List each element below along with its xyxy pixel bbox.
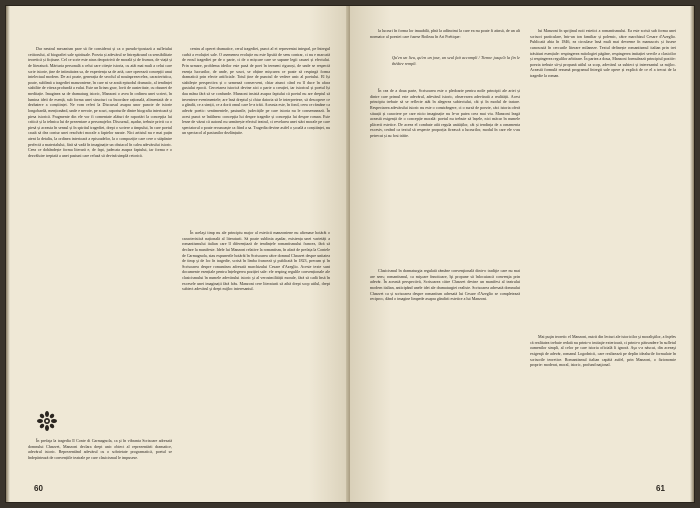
paragraph: În acelaşi timp nu ale principiu major al esteticii manzoniene nu afirmase hotărât o caracteristică națională al literaturii. Să poate sublinia aşadar, existența unei varietăți a romantismului italian care îl diferențiază de tendințele romantismului francez, fără să declare la manifeste. Idele lui Manzoni relative la romantism, în afară de prefața la Contele de Carmagnola, stau expunerile hotărât în Scrisoarea către domnul Chauvet despre unitatea de timp şi de loc în tragedie, scrisă în limba franceză şi publicată în 1823, precum şi în Scrisoarea despre romantism adresată marchizului Cesare d'Azeglio. Aceste texte sunt documente esențiale pentru înțelegerea poziției sale: ele resping regulile convenționale ale clasicismului în numele adevărului istoric şi al verosimilității morale, fără să cadă însă în excesele unei imaginații fără frâu. Manzoni cere literaturii să aibă drept scop utilul, drept subiect adevărul şi drept mijloc interesantul. [182,230,330,292]
right-page [350,6,694,502]
page-edge [690,6,694,502]
paragraph: În prefaţa la tragedia Il Conte di Carmagnola, ca şi în vibranta Scrisoare adresată domnului Chauvet, Manzoni declara drept unic obiect al reprezentării dramatice, adevărul istoric. Reprezentând adevărul cu o sobrietate programatică, poetul se îndepărtează de convențiile teatrale pe care clasicismul le impusese. [28,438,172,460]
flower-ornament-icon [36,410,58,432]
book-spread [6,6,694,502]
paragraph: Clasicismul în dramaturgia regulată rămâne convenţională dintr-o tradiţie care nu mai are sens; romantismul, ca mişcare înnoitoare, îşi propune să înlocuiască convenţia prin adevăr. În această perspectivă, Scrisoarea către Chauvet devine un manifest al teatrului modern italian, anticipând unele idei ale dramaturgiei realiste. Scrisoarea adresată domnului Chauvet ca și scrisoarea despre romantism adresată lui Cesare d'Azeglio se completează reciproc, dând o imagine limpede asupra gândirii estetice a lui Manzoni. [370,268,520,302]
right-column-2 [530,28,676,328]
left-page [6,6,350,502]
left-column-1-bottom [28,438,172,480]
quote: Qu'en un lieu, qu'en un jour, un seul fait accompli / Tienne jusqu'à la fin le théâtre rempli. [392,55,520,66]
paragraph: centru al operei dramatice, cerul tragediei, punct al ei reprezentat integral, pe întregul curbă a evoluției sale. O asemenea evoluție nu este lipsită de sens contrar, ci nu e marcată de eroul tragediei pe de o parte, ci de o mișcare care se supune legii cauzei și efectului. Prin urmare, problema ideilor este pusă de poet în termeni riguroși, de unde se respectă esența lucrurilor, de unde, pe scurt, se obține mișcarea ce poate să respingă forma dramatică prin efecte artificiale. Totul ține de punctul de vedere unic al poetului. El își stabilește perspectiva și o urmează consecvent, chiar atunci când ea îl duce în afara gustului epocii. Cercetarea istorică devine aici o parte a creației, iar istoricul și poetul își dau mâna fără să se confunde. Manzoni insistă asupra faptului că poetul nu are dreptul să inventeze evenimentele; are însă dreptul și chiar datoria să le interpreteze, să descopere ce a gândit, ce a simțit, ce a dorit omul care le-a trăit. Aceasta este, în fond, ceea ce rămâne ca adevăr poetic: sentimentele, pasiunile, judecățile pe care istoria nu le consemnează. În acest punct se întâlnesc concepția lui despre tragedie și concepția lui despre roman. Este lesne de văzut că autorul nu urmărește efectul teatral, ci revelarea unei stări morale pe care spectatorul o poate recunoaște ca fiind a sa. Tragedia devine astfel o școală a conștiinței, nu un spectacol al pasiunilor dezlănțuite. [182,46,330,136]
paragraph: la lucruri în forma lor imuabilă, pînă la adâncimi la care ea nu poate fi atinsă, de un alt normator al poeziei care fusese Boileau în Art Poétique: [370,28,520,39]
right-column-1-top [370,28,520,50]
left-column-1 [28,46,172,410]
paragraph: lui Manzoni în sprijinul noii estetici a romantismului. Ea este scrisă sub forma unei scrisori particulare, într-un ton familiar și polemic, către marchizul Cesare d'Azeglio. Publicată abia în 1846, ea circulase însă mult mai devreme în manuscris și fusese cunoscută în cercurile literare milaneze. Textul definește romantismul italian prin trei trăsături esențiale: respingerea mitologiei păgâne, respingerea imitației servile a clasicilor și respingerea regulilor arbitrare. În partea a doua, Manzoni formulează principiul pozitiv: poezia trebuie să-și propună utilul ca scop, adevărul ca subiect și interesantul ca mijloc. Această formulă rezumă programul întregii sale opere și explică de ce el a trecut de la tragedie la roman. [530,28,676,78]
page-number: 60 [34,484,43,493]
page-edge [6,6,10,502]
paragraph: Dar neutrul mecanism pare să fie considerat și ca o pseudo-ipostază a sufletului cetitorului, al biografiei sale spirituale. Poezia și adevărul se întrepătrund ca sensibilitate teoretică și ficțiune. Cel ce scrie este atras deopotrivă de morală și de frumos, de viață și de literatură. Mărturia personală a celui care citește istoria, cu atât mai mult a celui care scrie istorie, ține de intimitatea sa, de experiența sa de artă, care operează concepții unui intelectual modern. De aci poate, generația de secolul al nouăsprezecelea, caracteristica, poate, sublimă a tragediei manzoniene, în care ni se arată episodul dramatic, al tendinței stabilite de viteza profundă a eului. Este un lirism grav, lovit de austeritate, cu răsunet de meditație. Imaginea sa de dramaturg istoric, Manzoni o avea în ordinea unei scrieri, în lumina ideii de esență, sub forma unei structuri cu încordare rațională, alimentată de o dezbatere a conștiinței. Ne vom referi la Discursul asupra unor puncte de istorie longobardă, menționând, unde e nevoie, pe scurt, raporturile dintre biografia interioară și piesa istorică. Fragmente din ele vor fi comentate alături de raportări la concepția lui critică și la tehnica lui de prezentare a personajelor. Discursul, așadar, trebuie privit ca o piesă și aceasta în sensul și în spiritul tragediei, drept o scriere a timpului, în care poetul caută să dea contur unei rezolvări morale a faptelor narate. Nici artistul nu e mai puțin atent la detaliu, la ordinea interioară a episoadelor, la o compoziție care cere o stăpânire perfectă a materialului, fără să vadă în imaginație un obstacol în calea adevărului istoric. Ceea ce dobândește forma literară e, de fapt, judecata asupra faptului, iar forma e o dezvăluire treptată a unei pasiuni care refuză să devină simplă retorică. [28,46,172,158]
left-column-2-bottom [182,230,330,482]
left-column-2 [182,46,330,222]
paragraph: În cea de a doua parte, Scrisoarea este o pledoarie pentru noile principii ale artei și dintre care primul este adevărul, adevărul istoric, observarea adevărată a realității. Acest principiu trebuie să se reflecte atât în alegerea subiectului, cât și în modul de tratare. Respectarea adevărului istoric nu este o constrângere, ci o sursă de poezie, căci istoria oferă situații și caractere pe care nicio imaginație nu le-ar putea crea mai viu. Manzoni leagă această exigență de o concepție morală: poetul nu trebuie să înșele, nici măcar în numele plăcerii estetice. De aceea el combate atât regula unităților, cât și tendința de a ornamenta excesiv, cerând ca textul să respecte proporția firească a lucrurilor, modul în care ele s-au petrecut și au fost trăite. [370,88,520,138]
right-column-2-bottom [530,334,676,480]
right-column-1 [370,88,520,264]
quote-block [370,50,520,80]
right-column-1-bottom [370,268,520,480]
paragraph: Mai puţin teoretic el Manzoni, nutrit din lecturi ale istoricilor şi moraliştilor, a înţeles că realitatea trebuie redată nu printr-o imitaţie exterioară, ci printr-o pătrundere în sufletul oamenilor simpli, al celor pe care istoria oficială îi ignoră. Aşa s-a născut, din aceeaşi exigenţă de adevăr, romanul Logodnicii, care realizează pe deplin idealurile formulate în scrisorile teoretice. Romantismul italian capătă astfel, prin Manzoni, o fizionomie proprie: moderat, moral, istoric, profund naţional. [530,334,676,368]
page-number: 61 [656,484,665,493]
